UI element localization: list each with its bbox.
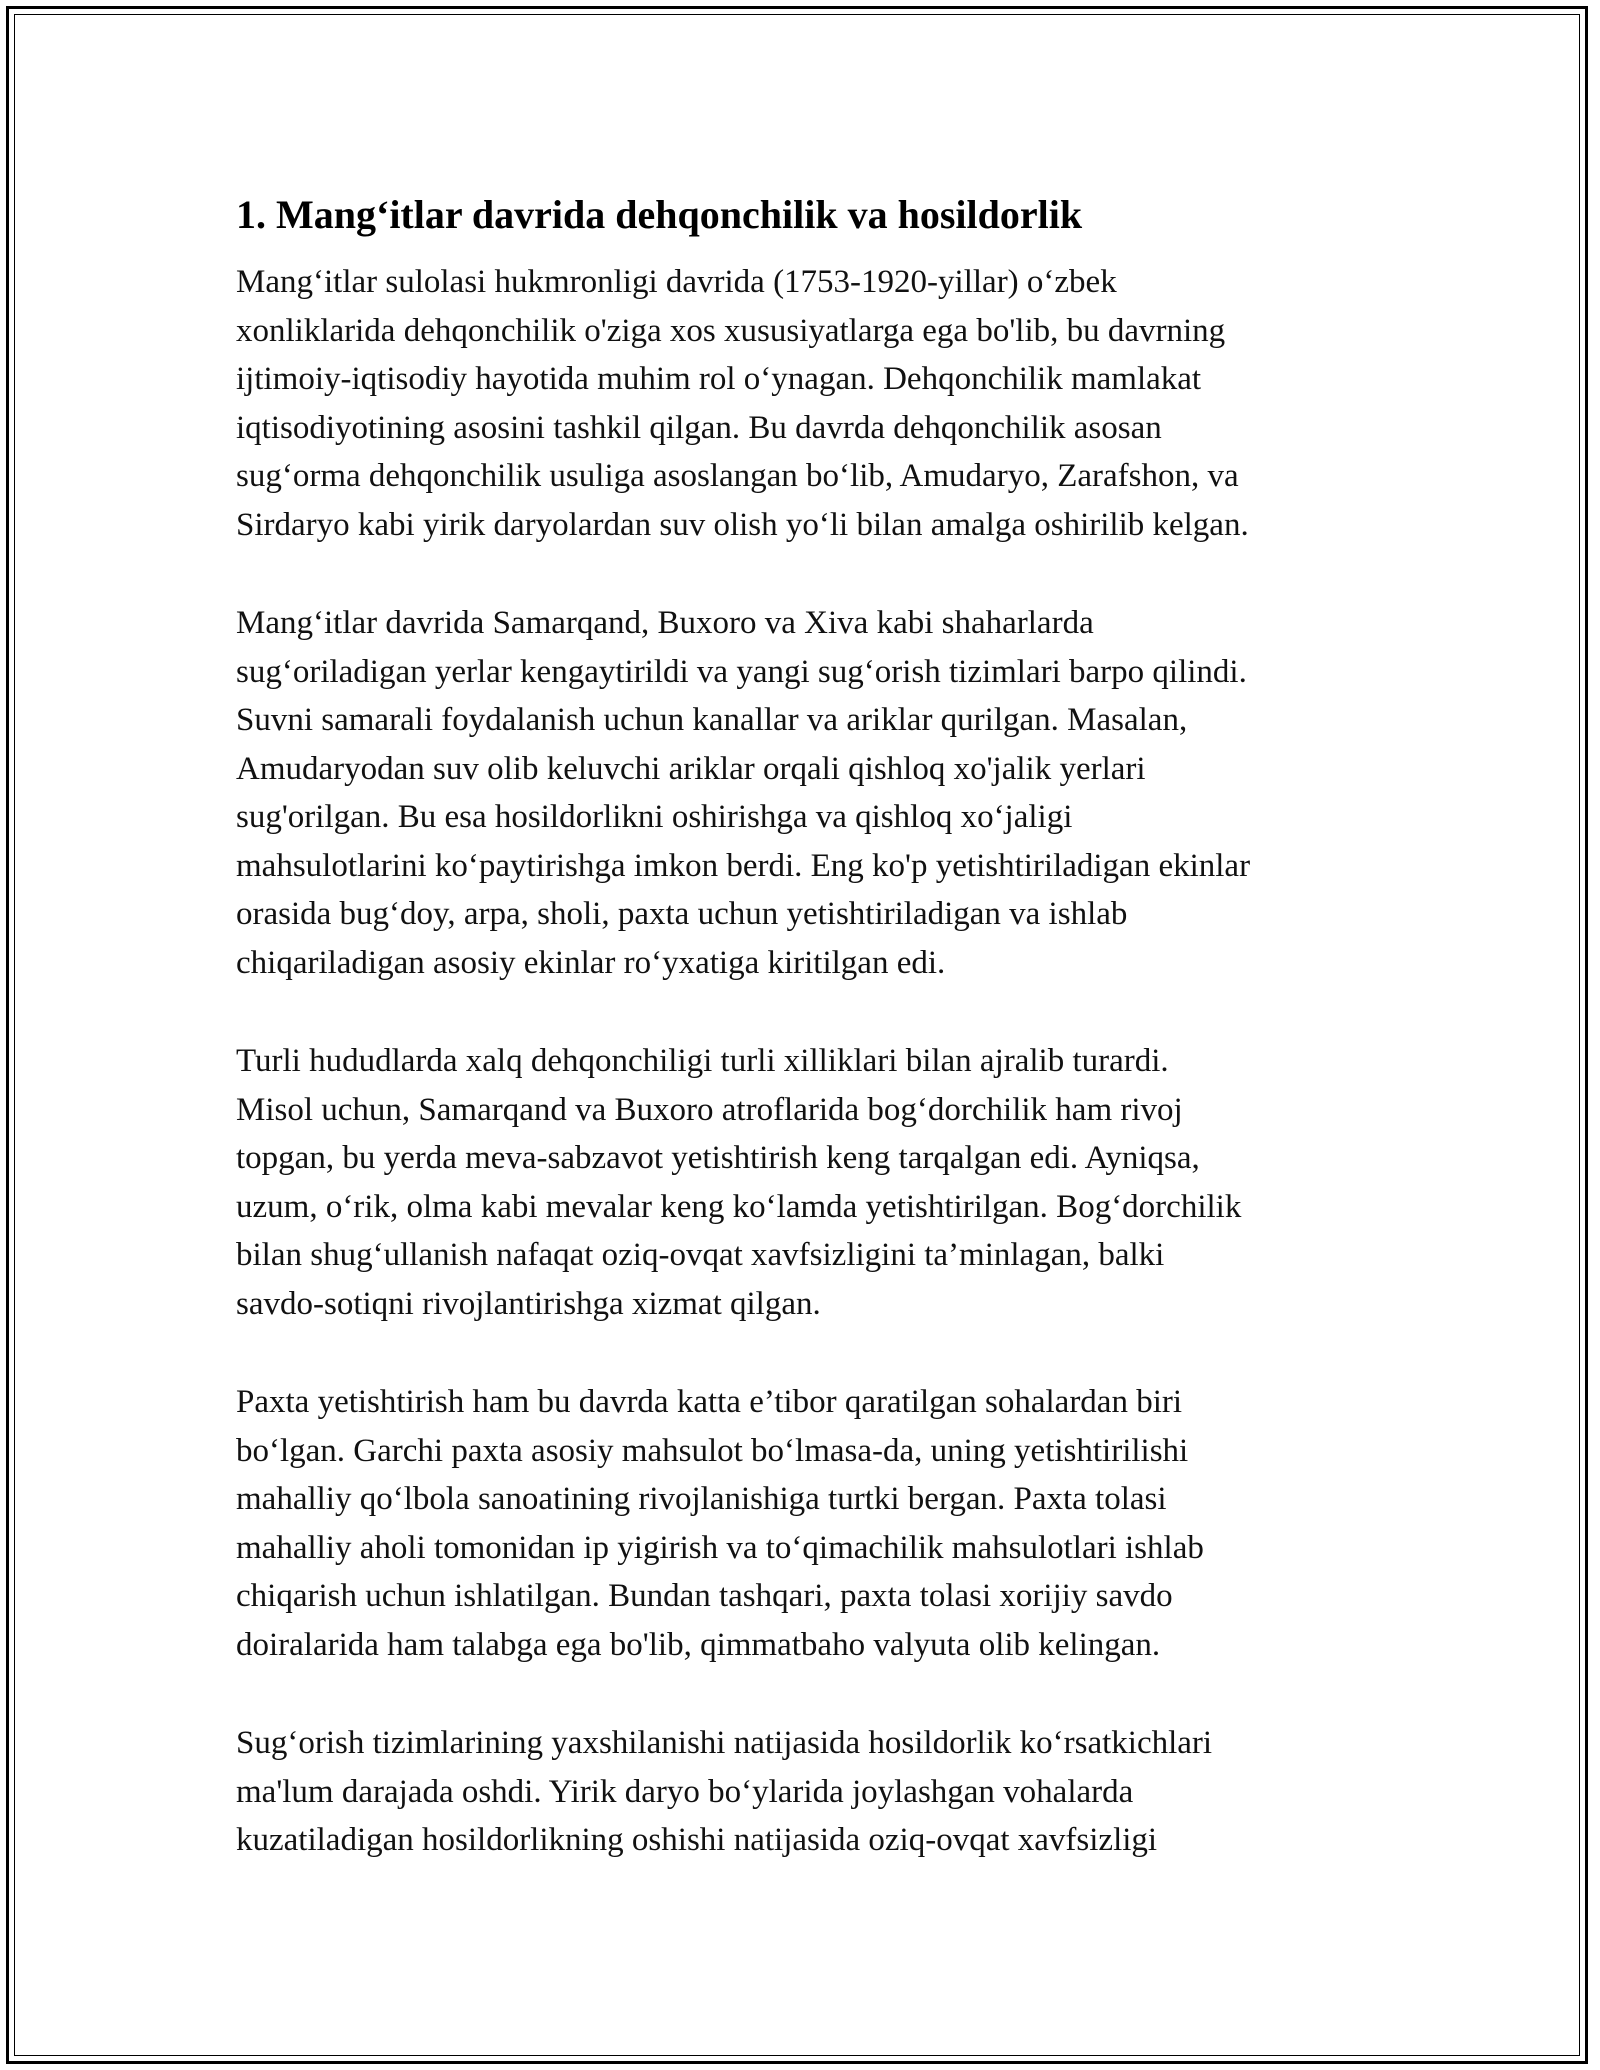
text-line: Misol uchun, Samarqand va Buxoro atroflarida bog‘dorchilik ham rivoj [236,1091,1183,1128]
text-line: sug‘oriladigan yerlar kengaytirildi va yangi sug‘orish tizimlari barpo qilindi. [236,653,1247,690]
text-line: sug‘orma dehqonchilik usuliga asoslangan bo‘lib, Amudaryo, Zarafshon, va [236,458,1239,494]
text-line: sug'orilgan. Bu esa hosildorlikni oshirishga va qishloq xo‘jaligi [236,799,1073,835]
text-line: doiralarida ham talabga ega bo'lib, qimmatbaho valyuta olib kelingan. [236,1626,1161,1663]
text-line: bilan shug‘ullanish nafaqat oziq-ovqat xavfsizligini ta’minlagan, balki [236,1237,1165,1273]
text-line: ma'lum darajada oshdi. Yirik daryo bo‘ylarida joylashgan vohalarda [236,1773,1134,1810]
text-line: mahalliy aholi tomonidan ip yigirish va to‘qimachilik mahsulotlari ishlab [236,1529,1204,1566]
text-line: Suvni samarali foydalanish uchun kanallar va ariklar qurilgan. Masalan, [236,702,1188,738]
section-heading: 1. Mang‘itlar davrida dehqonchilik va hosildorlik [236,192,1083,237]
text-line: Turli hududlarda xalq dehqonchiligi turli xilliklari bilan ajralib turardi. [236,1043,1169,1079]
text-line: chiqarish uchun ishlatilgan. Bundan tashqari, paxta tolasi xorijiy savdo [236,1578,1173,1614]
text-line: xonliklarida dehqonchilik o'ziga xos xususiyatlarga ega bo'lib, bu davrning [236,312,1226,349]
document-body [236,190,1396,1915]
text-line: Sug‘orish tizimlarining yaxshilanishi natijasida hosildorlik ko‘rsatkichlari [236,1725,1213,1761]
text-line: bo‘lgan. Garchi paxta asosiy mahsulot bo‘lmasa-da, uning yetishtirilishi [236,1432,1189,1469]
paragraph-5 [236,1719,1396,1865]
text-line: ijtimoiy-iqtisodiy hayotida muhim rol o‘ynagan. Dehqonchilik mamlakat [236,361,1202,397]
text-line: uzum, o‘rik, olma kabi mevalar keng ko‘lamda yetishtirilgan. Bog‘dorchilik [236,1188,1242,1225]
text-line: Paxta yetishtirish ham bu davrda katta e’tibor qaratilgan sohalardan biri [236,1384,1183,1420]
text-line: mahalliy qo‘lbola sanoatining rivojlanishiga turtki bergan. Paxta tolasi [236,1481,1167,1517]
text-line: savdo-sotiqni rivojlantirishga xizmat qilgan. [236,1285,821,1322]
text-line: orasida bug‘doy, arpa, sholi, paxta uchun yetishtiriladigan va ishlab [236,896,1128,932]
text-line: chiqariladigan asosiy ekinlar ro‘yxatiga kiritilgan edi. [236,944,946,981]
paragraph-2 [236,599,1396,987]
text-line: kuzatiladigan hosildorlikning oshishi natijasida oziq-ovqat xavfsizligi [236,1822,1158,1858]
text-line: mahsulotlarini ko‘paytirishga imkon berdi. Eng ko'p yetishtiriladigan ekinlar [236,847,1251,884]
paragraph-3 [236,1037,1396,1328]
text-line: Mang‘itlar sulolasi hukmronligi davrida (1753-1920-yillar) o‘zbek [236,264,1117,300]
paragraph-4 [236,1378,1396,1669]
text-line: Mang‘itlar davrida Samarqand, Buxoro va Xiva kabi shaharlarda [236,605,1094,641]
text-line: Amudaryodan suv olib keluvchi ariklar orqali qishloq xo'jalik yerlari [236,750,1146,787]
text-line: Sirdaryo kabi yirik daryolardan suv olish yo‘li bilan amalga oshirilib kelgan. [236,506,1249,543]
paragraph-1 [236,258,1396,549]
text-line: iqtisodiyotining asosini tashkil qilgan. Bu davrda dehqonchilik asosan [236,409,1162,446]
text-line: topgan, bu yerda meva-sabzavot yetishtirish keng tarqalgan edi. Ayniqsa, [236,1140,1200,1176]
